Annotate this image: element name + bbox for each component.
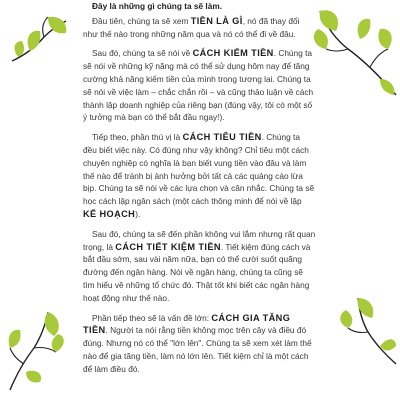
highlight-spend-money: CÁCH TIÊU TIỀN [182,132,262,143]
intro-heading: Đây là những gì chúng ta sẽ làm. [92,1,223,11]
highlight-grow-money: CÁCH GIA TĂNG TIỀN [83,312,291,336]
leaf-branch-bottom-left-icon [4,302,66,392]
text-column [83,0,316,383]
highlight-save-money: CÁCH TIẾT KIỆM TIỀN [115,241,221,252]
paragraph-earn-money: Sau đó, chúng ta sẽ nói về CÁCH KIẾM TIỀN. Chúng ta sẽ nói về những kỹ năng mà có thể sử dụng hôm nay để tăng cường khả năng kiếm tiền của mình trong tương lai. Chúng ta sẽ nói về việc làm – chắc chắn rồi – và cũng thảo luận về cách thành lập doanh nghiệp của riêng bạn (đúng vậy, tôi có một số ý tưởng mà bạn có thể bắt đầu ngay!). [83,48,314,123]
leaf-branch-bottom-right-icon [338,292,398,367]
leaf-branch-top-right-icon [310,5,398,100]
highlight-plan: KẾ HOẠCH [83,208,136,219]
leaf-branch-top-left-icon [10,15,72,65]
highlight-what-is-money: TIỀN LÀ GÌ [190,15,243,26]
paragraph-grow-money: Phần tiếp theo sẽ là vấn đề lớn: CÁCH GIA TĂNG TIỀN. Người ta nói rằng tiền không mọc trên cây và điều đó đúng. Nhưng nó có thể "lớn lên". Chúng ta sẽ xem xét làm thế nào để gia tăng tiền, làm nó lớn lên. Tiết kiệm chỉ là một cách để làm điều đó. [83,312,312,374]
highlight-earn-money: CÁCH KIẾM TIỀN [192,48,274,59]
paragraph-spend-money: Tiếp theo, phần thú vị là CÁCH TIÊU TIỀN. Chúng ta đều biết việc này. Có đúng như vậy không? Chỉ tiêu một cách chuyên nghiệp có nghĩa là bạn biết vung tiền vào đâu và làm thế nào để tránh bị ảnh hưởng bởi tất cả các quảng cáo lừa bịp. Chúng ta sẽ nói về các lựa chọn và cân nhắc. Chúng ta sẽ học cách lập ngân sách (một cách thông minh để nói về lập KẾ HOẠCH). [83,132,315,219]
paragraph-what-is-money: Đầu tiên, chúng ta sẽ xem TIỀN LÀ GÌ, nó đã thay đổi như thế nào trong những năm qua và nó có thể đi về đâu. [83,15,300,39]
paragraph-save-money: Sau đó, chúng ta sẽ đến phần không vui lắm nhưng rất quan trọng, là CÁCH TIẾT KIỆM TIỀN. Tiết kiệm đúng cách và bắt đầu sớm, sau vài năm nữa, bạn có thể cười suốt quãng đường đến ngân hàng. Nói về ngân hàng, chúng ta cũng sẽ tìm hiểu về những tổ chức đó. Thật tốt khi biết các ngân hàng hoạt động như thế nào. [83,228,316,303]
